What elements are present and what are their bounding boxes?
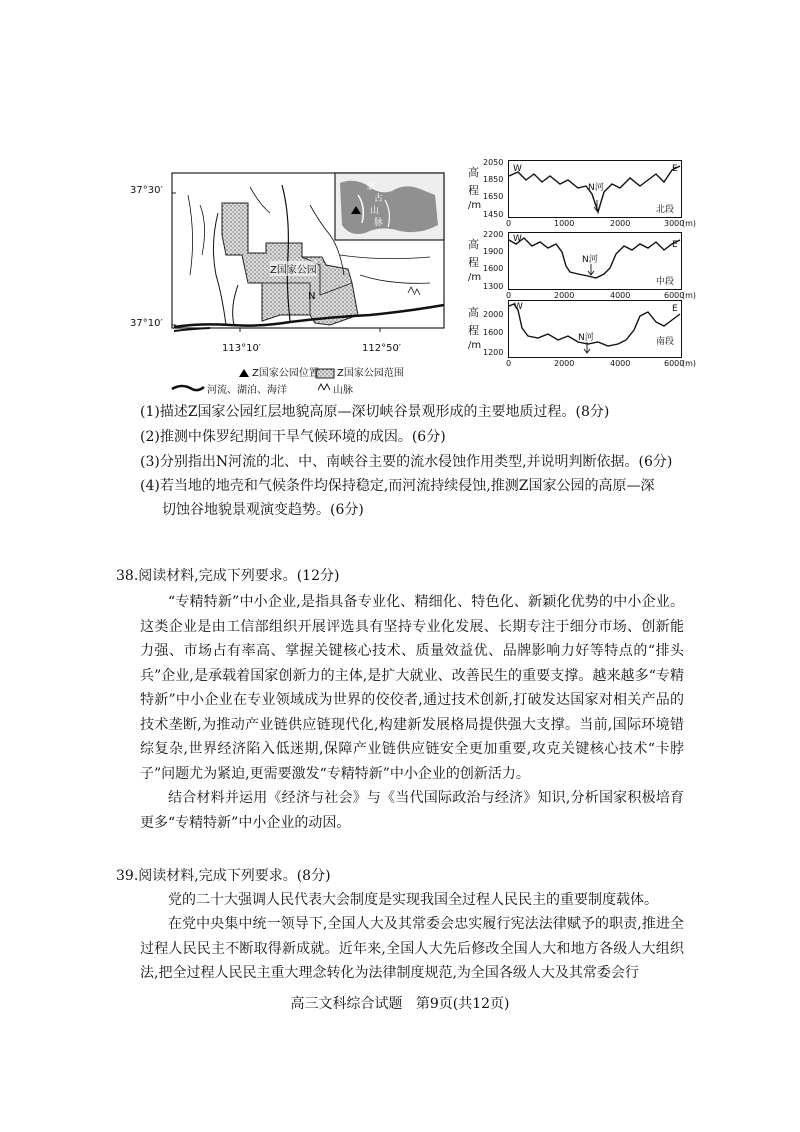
ylabel-char-2: 程 <box>468 324 479 337</box>
west-label: W <box>513 234 522 244</box>
ylabel-char-2: 程 <box>468 184 479 197</box>
inset-label-1: 蒙 <box>366 182 376 192</box>
map-figure <box>130 165 460 395</box>
xtick: 6000 <box>664 291 685 300</box>
ytick: 2050 <box>483 158 504 167</box>
inset-label-4: 脉 <box>374 218 384 228</box>
east-label: E <box>672 240 678 250</box>
xtick: 2000 <box>554 291 575 300</box>
lat-bottom-label: 37°10′ <box>130 318 163 329</box>
legend-park-range: Z国家公园范围 <box>337 368 404 379</box>
legend-triangle-icon <box>239 369 249 377</box>
ylabel-char-3: /m <box>468 272 482 283</box>
ytick: 2000 <box>483 310 504 319</box>
inset-label-3: 山 <box>370 206 380 216</box>
east-label: E <box>672 304 678 314</box>
ytick: 1650 <box>483 192 504 201</box>
ylabel-char-3: /m <box>468 200 482 211</box>
xtick: 6000 <box>664 359 685 368</box>
lon-right-label: 112°50′ <box>362 343 402 354</box>
ytick: 1450 <box>483 210 504 219</box>
ylabel-char-1: 高 <box>468 238 479 251</box>
ytick: 1850 <box>483 175 504 184</box>
xunit: (m) <box>682 359 697 368</box>
west-label: W <box>513 164 522 174</box>
river-label: N河 <box>588 183 604 193</box>
q37-item-4-cont: 切蚀谷地貌景观演变趋势。(6分) <box>162 502 364 518</box>
xtick: 1000 <box>554 219 575 228</box>
xtick: 0 <box>506 291 512 300</box>
ylabel-char-1: 高 <box>468 306 479 319</box>
lon-left-label: 113°10′ <box>222 343 262 354</box>
q37-item-2: (2)推测中侏罗纪期间干旱气候环境的成因。(6分) <box>140 429 446 445</box>
section-label: 中段 <box>656 277 675 287</box>
river-n-label: N <box>308 291 316 302</box>
q38-paragraph-2: 结合材料并运用《经济与社会》与《当代国际政治与经济》知识,分析国家积极培育更多“专精特新”中小企业的动因。 <box>140 790 684 831</box>
ylabel-char-1: 高 <box>468 166 479 179</box>
xtick: 3000 <box>664 219 685 228</box>
ytick: 1300 <box>483 282 504 291</box>
xtick: 4000 <box>610 359 631 368</box>
legend-mountain-icon <box>318 384 330 390</box>
east-label: E <box>672 164 678 174</box>
section-label: 南段 <box>656 337 675 347</box>
west-label: W <box>514 302 523 312</box>
river-label: N河 <box>582 255 598 265</box>
legend-park-position: Z国家公园位置 <box>252 368 319 379</box>
inset-label-2: 古 <box>374 194 384 204</box>
profile-middle <box>466 230 696 302</box>
ylabel-char-2: 程 <box>468 256 479 269</box>
ytick: 1200 <box>483 348 504 357</box>
xtick: 4000 <box>610 291 631 300</box>
ytick: 2200 <box>483 230 504 239</box>
legend-river-icon <box>172 386 204 390</box>
xunit: (m) <box>682 291 697 300</box>
q38-title: 38.阅读材料,完成下列要求。(12分) <box>116 568 340 584</box>
ylabel-char-3: /m <box>468 340 482 351</box>
profile-north <box>466 158 696 230</box>
profile-south <box>466 298 696 370</box>
q39-title: 39.阅读材料,完成下列要求。(8分) <box>116 868 331 884</box>
ytick: 1600 <box>483 264 504 273</box>
q38-paragraph-1: “专精特新”中小企业,是指具备专业化、精细化、特色化、新颖化优势的中小企业。这类企业是由工信部组织开展评选具有坚持专业化发展、长期专注于细分市场、创新能力强、市场占有率高、掌握关键核心技术、质量效益优、品牌影响力好等特点的“排头兵”企业,是承载着国家创新力的主体,是扩大就业、改善民生的重要支撑。越来越多“专精特新”中小企业在专业领域成为世界的佼佼者,通过技术创新,打破发达国家对相关产品的技术垄断,为推动产业链供应链现代化,构建新发展格局提供强大支撑。当前,国际环境错综复杂,世界经济陷入低迷期,保障产业链供应链安全更加重要,攻克关键核心技术“卡脖子”问题尤为紧迫,更需要激发“专精特新”中小企业的创新活力。 <box>140 594 684 782</box>
ytick: 1900 <box>483 247 504 256</box>
q39-paragraph-1: 党的二十大强调人民代表大会制度是实现我国全过程人民民主的重要制度载体。 <box>168 892 658 908</box>
xtick: 2000 <box>554 359 575 368</box>
river-label: N河 <box>578 333 594 343</box>
legend-rivers: 河流、湖泊、海洋 <box>207 385 287 396</box>
xtick: 0 <box>506 359 512 368</box>
q37-item-1: (1)描述Z国家公园红层地貌高原—深切峡谷景观形成的主要地质过程。(8分) <box>140 404 610 420</box>
legend-mountains: 山脉 <box>333 385 353 396</box>
q39-paragraph-2: 在党中央集中统一领导下,全国人大及其常委会忠实履行宪法法律赋予的职责,推进全过程人民民主不断取得新成就。近年来,全国人大先后修改全国人大和地方各级人大组织法,把全过程人民民主重大理念转化为法律制度规范,为全国各级人大及其常委会行 <box>140 916 684 981</box>
lat-top-label: 37°30′ <box>130 185 163 196</box>
section-label: 北段 <box>656 205 675 215</box>
map-svg <box>130 165 460 395</box>
park-label: Z国家公园 <box>270 261 317 276</box>
q37-item-4: (4)若当地的地壳和气候条件均保持稳定,而河流持续侵蚀,推测Z国家公园的高原—深 <box>140 478 655 494</box>
profile-south-plot <box>508 300 688 360</box>
q37-item-3: (3)分别指出N河流的北、中、南峡谷主要的流水侵蚀作用类型,并说明判断依据。(6分) <box>140 454 673 470</box>
xtick: 2000 <box>610 219 631 228</box>
xunit: (m) <box>682 219 697 228</box>
xtick: 0 <box>506 219 512 228</box>
page-footer: 高三文科综合试题 第9页(共12页) <box>290 996 510 1012</box>
ytick: 1600 <box>483 328 504 337</box>
